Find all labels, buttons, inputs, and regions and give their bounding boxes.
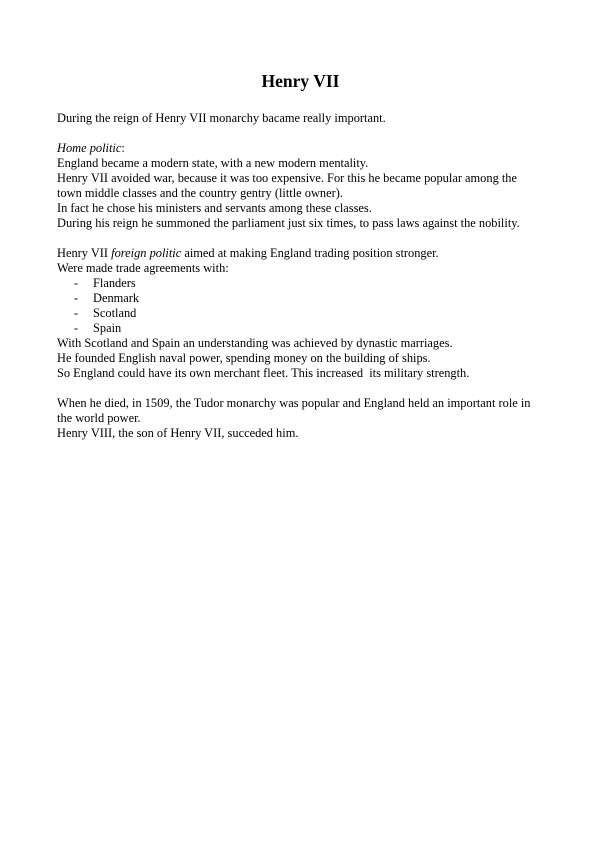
list-item	[57, 321, 541, 336]
list-item	[57, 276, 541, 291]
country-denmark: Denmark	[93, 291, 140, 305]
home-politic-colon: :	[121, 141, 125, 155]
bullet-dash: -	[74, 276, 79, 290]
home-line-1: England became a modern state, with a new modern mentality.	[57, 156, 369, 170]
home-politic-heading	[57, 141, 541, 156]
list-item	[57, 291, 541, 306]
document-title: Henry VII	[261, 71, 340, 91]
agreements-intro: Were made trade agreements with:	[57, 261, 229, 275]
bullet-dash: -	[74, 321, 79, 335]
bullet-dash: -	[74, 306, 79, 320]
country-scotland: Scotland	[93, 306, 137, 320]
country-flanders: Flanders	[93, 276, 136, 290]
foreign-politic-section	[57, 246, 541, 381]
spacer	[57, 231, 541, 246]
closing-line-2: Henry VIII, the son of Henry VII, succeded him.	[57, 426, 299, 440]
intro-paragraph	[57, 111, 541, 126]
spacer	[57, 381, 541, 396]
foreign-rest: aimed at making England trading position stronger.	[181, 246, 439, 260]
document-page	[57, 70, 541, 441]
home-politic-heading-text: Home politic	[57, 141, 122, 155]
spacer	[57, 126, 541, 141]
foreign-after-2: He founded English naval power, spending money on the building of ships.	[57, 351, 431, 365]
home-line-2: Henry VII avoided war, because it was too expensive. For this he became popular among the town middle classes and the country gentry (little owner).	[57, 171, 517, 200]
closing-line-1: When he died, in 1509, the Tudor monarchy was popular and England held an important role in the world power.	[57, 396, 531, 425]
bullet-dash: -	[74, 291, 79, 305]
foreign-after-3: So England could have its own merchant fleet. This increased its military strength.	[57, 366, 470, 380]
intro-text: During the reign of Henry VII monarchy bacame really important.	[57, 111, 386, 125]
foreign-after-1: With Scotland and Spain an understanding was achieved by dynastic marriages.	[57, 336, 453, 350]
closing-section	[57, 396, 541, 441]
home-politic-section	[57, 141, 541, 231]
foreign-politic-term: foreign politic	[111, 246, 182, 260]
list-item	[57, 306, 541, 321]
foreign-politic-intro	[57, 246, 541, 261]
foreign-lead: Henry VII	[57, 246, 112, 260]
home-line-4: During his reign he summoned the parliament just six times, to pass laws against the nobility.	[57, 216, 520, 230]
country-spain: Spain	[93, 321, 122, 335]
home-line-3: In fact he chose his ministers and servants among these classes.	[57, 201, 372, 215]
countries-list	[57, 276, 541, 336]
